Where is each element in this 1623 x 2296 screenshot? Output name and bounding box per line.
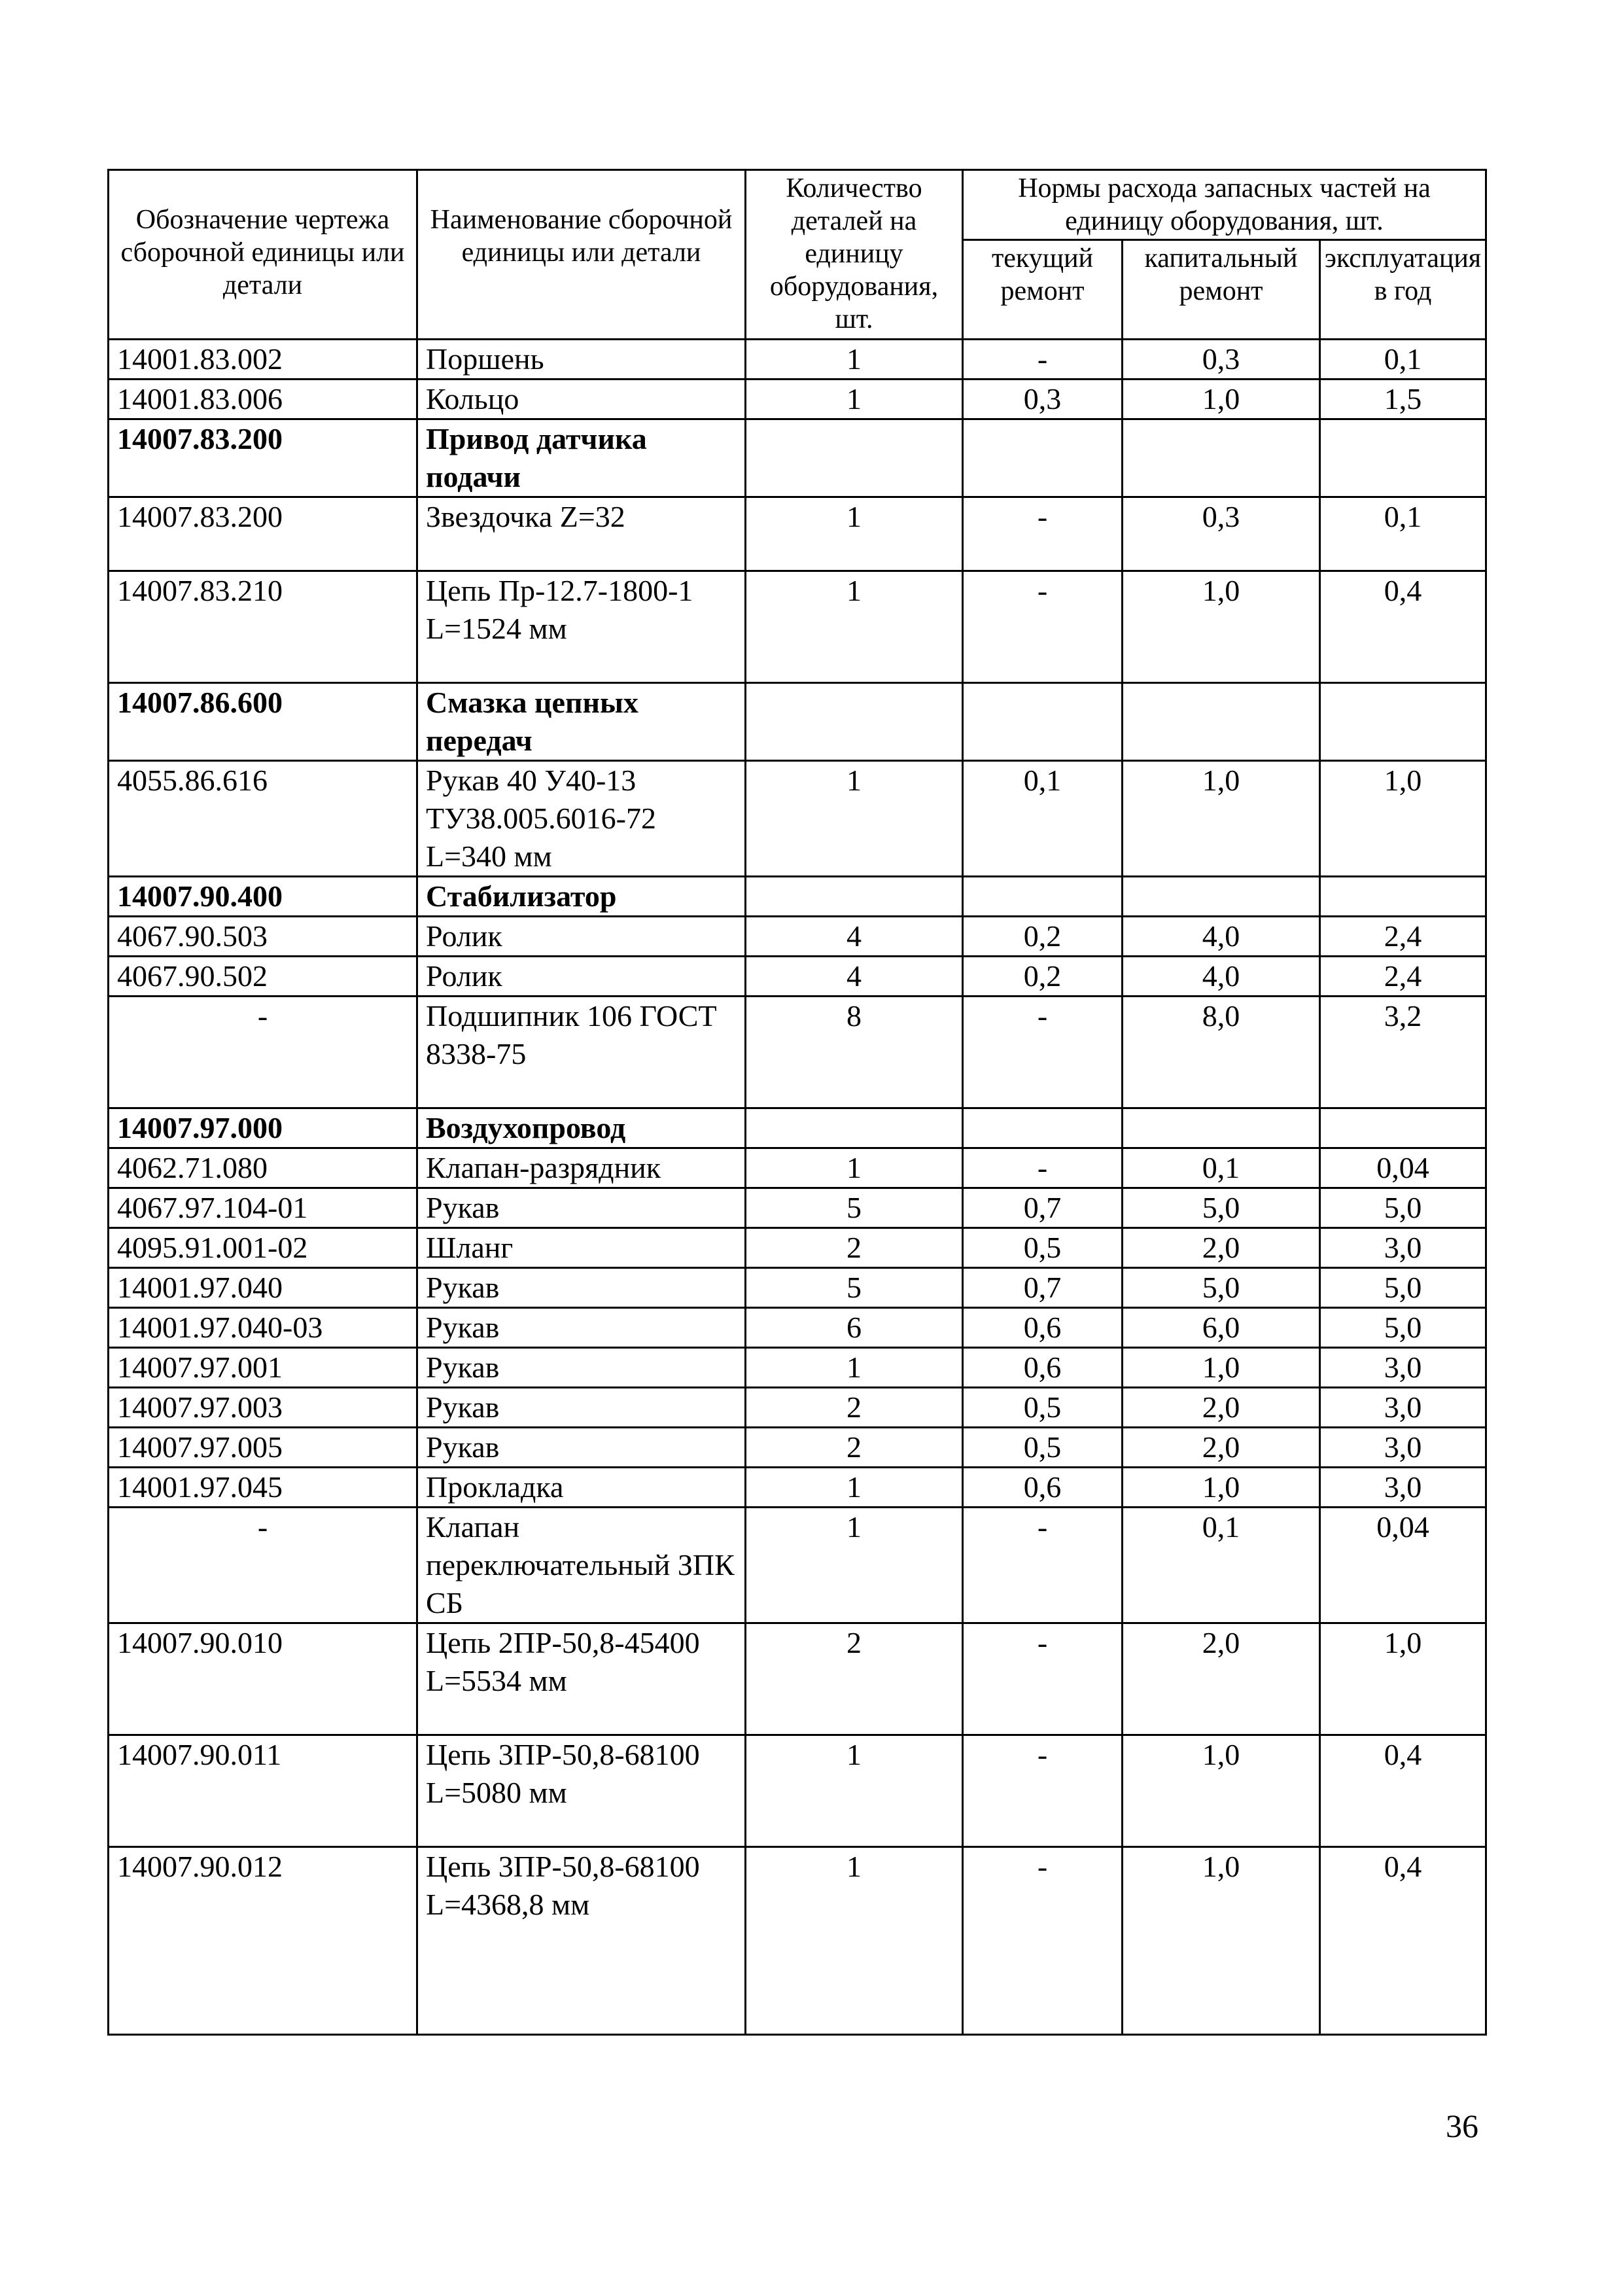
cell-code: 4067.97.104-01 [109,1188,417,1228]
cell-code: 14007.83.210 [109,571,417,683]
cell-code: 14001.83.002 [109,340,417,380]
cell-code: - [109,997,417,1108]
cell-current [963,683,1123,761]
cell-quantity: 1 [746,1847,963,2035]
cell-name: Стабилизатор [417,877,746,917]
header-norms: Нормы расхода запасных частей на единицу оборудования, шт. [963,170,1486,240]
cell-name: Воздухопровод [417,1108,746,1148]
cell-operation: 2,4 [1320,957,1486,997]
cell-code: 14007.83.200 [109,497,417,571]
table-row [109,1268,1486,1308]
cell-name: Цепь 3ПР-50,8-68100 L=5080 мм [417,1735,746,1847]
cell-name: Рукав [417,1388,746,1428]
cell-name: Прокладка [417,1468,746,1508]
cell-quantity [746,419,963,497]
cell-operation: 0,4 [1320,1735,1486,1847]
cell-capital: 8,0 [1123,997,1320,1108]
cell-current: - [963,1623,1123,1735]
cell-current: - [963,1847,1123,2035]
cell-code: 14007.90.011 [109,1735,417,1847]
cell-operation [1320,877,1486,917]
cell-operation [1320,419,1486,497]
cell-name: Цепь 3ПР-50,8-68100 L=4368,8 мм [417,1847,746,2035]
cell-operation: 1,0 [1320,761,1486,877]
cell-name: Рукав [417,1308,746,1348]
cell-current: 0,3 [963,380,1123,419]
header-designation: Обозначение чертежа сборочной единицы или детали [109,170,417,340]
cell-name: Клапан переключательный ЗПК СБ [417,1508,746,1623]
cell-current: 0,5 [963,1228,1123,1268]
cell-capital: 1,0 [1123,380,1320,419]
cell-quantity: 2 [746,1228,963,1268]
cell-name: Ролик [417,917,746,957]
table-row [109,1468,1486,1508]
cell-code: 14001.97.040-03 [109,1308,417,1348]
cell-operation: 1,5 [1320,380,1486,419]
cell-capital: 0,3 [1123,497,1320,571]
cell-code: 14001.83.006 [109,380,417,419]
cell-capital: 1,0 [1123,761,1320,877]
cell-code: 14007.90.400 [109,877,417,917]
cell-name: Поршень [417,340,746,380]
cell-current: 0,2 [963,957,1123,997]
cell-capital: 2,0 [1123,1228,1320,1268]
table-row [109,1148,1486,1188]
cell-quantity: 1 [746,571,963,683]
cell-name: Рукав [417,1268,746,1308]
cell-name: Смазка цепных передач [417,683,746,761]
cell-operation [1320,1108,1486,1148]
cell-capital: 0,3 [1123,340,1320,380]
cell-capital [1123,877,1320,917]
cell-quantity: 1 [746,340,963,380]
cell-current [963,877,1123,917]
table-row [109,917,1486,957]
cell-current: - [963,997,1123,1108]
header-name: Наименование сборочной единицы или детали [417,170,746,340]
cell-capital: 2,0 [1123,1428,1320,1468]
cell-capital: 6,0 [1123,1308,1320,1348]
cell-capital: 0,1 [1123,1508,1320,1623]
cell-current: 0,6 [963,1468,1123,1508]
header-current-repair: текущий ремонт [963,240,1123,340]
table-row-group [109,1108,1486,1148]
cell-name: Шланг [417,1228,746,1268]
cell-code: 14007.97.003 [109,1388,417,1428]
cell-quantity: 1 [746,1468,963,1508]
cell-current: - [963,340,1123,380]
cell-name: Рукав 40 У40-13 ТУ38.005.6016-72 L=340 мм [417,761,746,877]
cell-quantity: 2 [746,1388,963,1428]
cell-code: 14001.97.040 [109,1268,417,1308]
cell-code: 14007.97.000 [109,1108,417,1148]
cell-capital [1123,683,1320,761]
cell-code: 14007.83.200 [109,419,417,497]
cell-capital: 2,0 [1123,1623,1320,1735]
spare-parts-table [107,169,1487,2036]
cell-operation: 0,04 [1320,1508,1486,1623]
header-quantity: Количество деталей на единицу оборудования, шт. [746,170,963,340]
cell-current: 0,5 [963,1428,1123,1468]
cell-quantity [746,1108,963,1148]
cell-quantity [746,877,963,917]
cell-quantity: 2 [746,1428,963,1468]
table-row [109,1847,1486,2035]
cell-capital: 1,0 [1123,1735,1320,1847]
cell-quantity: 1 [746,497,963,571]
cell-operation: 5,0 [1320,1308,1486,1348]
table-row [109,380,1486,419]
cell-name: Клапан-разрядник [417,1148,746,1188]
header-operation: эксплуатация в год [1320,240,1486,340]
cell-current: - [963,1508,1123,1623]
table-row [109,761,1486,877]
table-row [109,1428,1486,1468]
cell-operation: 3,0 [1320,1348,1486,1388]
cell-capital: 1,0 [1123,1348,1320,1388]
cell-quantity: 1 [746,1348,963,1388]
cell-quantity: 1 [746,761,963,877]
table-row [109,571,1486,683]
table-row [109,1388,1486,1428]
table-row-group [109,683,1486,761]
cell-quantity: 1 [746,380,963,419]
cell-current: 0,6 [963,1308,1123,1348]
table-row [109,1623,1486,1735]
cell-quantity: 1 [746,1508,963,1623]
cell-operation: 3,0 [1320,1388,1486,1428]
table-row [109,497,1486,571]
cell-capital: 4,0 [1123,917,1320,957]
cell-name: Рукав [417,1428,746,1468]
cell-code: 14001.97.045 [109,1468,417,1508]
cell-code: 4067.90.503 [109,917,417,957]
cell-quantity: 4 [746,917,963,957]
cell-name: Кольцо [417,380,746,419]
cell-current: 0,1 [963,761,1123,877]
table-row [109,1735,1486,1847]
cell-code: 4067.90.502 [109,957,417,997]
cell-current: 0,5 [963,1388,1123,1428]
table-row [109,1228,1486,1268]
cell-quantity: 4 [746,957,963,997]
table-row [109,1348,1486,1388]
header-capital-repair: капитальный ремонт [1123,240,1320,340]
cell-capital: 2,0 [1123,1388,1320,1428]
page-number: 36 [1446,2108,1478,2144]
table-row [109,997,1486,1108]
cell-current: 0,7 [963,1188,1123,1228]
cell-capital: 1,0 [1123,1468,1320,1508]
cell-operation: 3,0 [1320,1468,1486,1508]
cell-current: 0,6 [963,1348,1123,1388]
cell-current: - [963,1148,1123,1188]
cell-operation: 5,0 [1320,1268,1486,1308]
cell-quantity: 1 [746,1148,963,1188]
cell-capital: 5,0 [1123,1268,1320,1308]
cell-operation: 3,0 [1320,1228,1486,1268]
cell-operation: 0,04 [1320,1148,1486,1188]
cell-code: 14007.97.001 [109,1348,417,1388]
cell-code: 14007.90.012 [109,1847,417,2035]
cell-name: Подшипник 106 ГОСТ 8338-75 [417,997,746,1108]
cell-code: 14007.97.005 [109,1428,417,1468]
table-row [109,1308,1486,1348]
cell-name: Звездочка Z=32 [417,497,746,571]
cell-quantity: 5 [746,1188,963,1228]
cell-current: 0,2 [963,917,1123,957]
table-row-group [109,877,1486,917]
cell-operation: 0,4 [1320,1847,1486,2035]
cell-code: 4055.86.616 [109,761,417,877]
cell-capital: 1,0 [1123,1847,1320,2035]
cell-quantity [746,683,963,761]
cell-current [963,1108,1123,1148]
table-row [109,1188,1486,1228]
cell-quantity: 2 [746,1623,963,1735]
cell-operation [1320,683,1486,761]
cell-operation: 1,0 [1320,1623,1486,1735]
cell-current: - [963,571,1123,683]
cell-operation: 0,4 [1320,571,1486,683]
table-row [109,1508,1486,1623]
cell-current [963,419,1123,497]
cell-capital: 1,0 [1123,571,1320,683]
cell-current: 0,7 [963,1268,1123,1308]
table-row-group [109,419,1486,497]
cell-capital: 0,1 [1123,1148,1320,1188]
cell-capital [1123,419,1320,497]
cell-name: Цепь Пр-12.7-1800-1 L=1524 мм [417,571,746,683]
cell-operation: 3,2 [1320,997,1486,1108]
cell-current: - [963,497,1123,571]
cell-code: - [109,1508,417,1623]
cell-operation: 0,1 [1320,340,1486,380]
cell-name: Рукав [417,1348,746,1388]
cell-code: 4095.91.001-02 [109,1228,417,1268]
cell-capital [1123,1108,1320,1148]
cell-quantity: 1 [746,1735,963,1847]
cell-capital: 4,0 [1123,957,1320,997]
cell-operation: 3,0 [1320,1428,1486,1468]
cell-operation: 0,1 [1320,497,1486,571]
cell-name: Ролик [417,957,746,997]
cell-current: - [963,1735,1123,1847]
cell-quantity: 5 [746,1268,963,1308]
cell-code: 4062.71.080 [109,1148,417,1188]
cell-operation: 2,4 [1320,917,1486,957]
cell-name: Цепь 2ПР-50,8-45400 L=5534 мм [417,1623,746,1735]
cell-code: 14007.86.600 [109,683,417,761]
cell-code: 14007.90.010 [109,1623,417,1735]
cell-capital: 5,0 [1123,1188,1320,1228]
cell-operation: 5,0 [1320,1188,1486,1228]
table-row [109,957,1486,997]
cell-name: Рукав [417,1188,746,1228]
cell-name: Привод датчика подачи [417,419,746,497]
cell-quantity: 6 [746,1308,963,1348]
cell-quantity: 8 [746,997,963,1108]
table-row [109,340,1486,380]
